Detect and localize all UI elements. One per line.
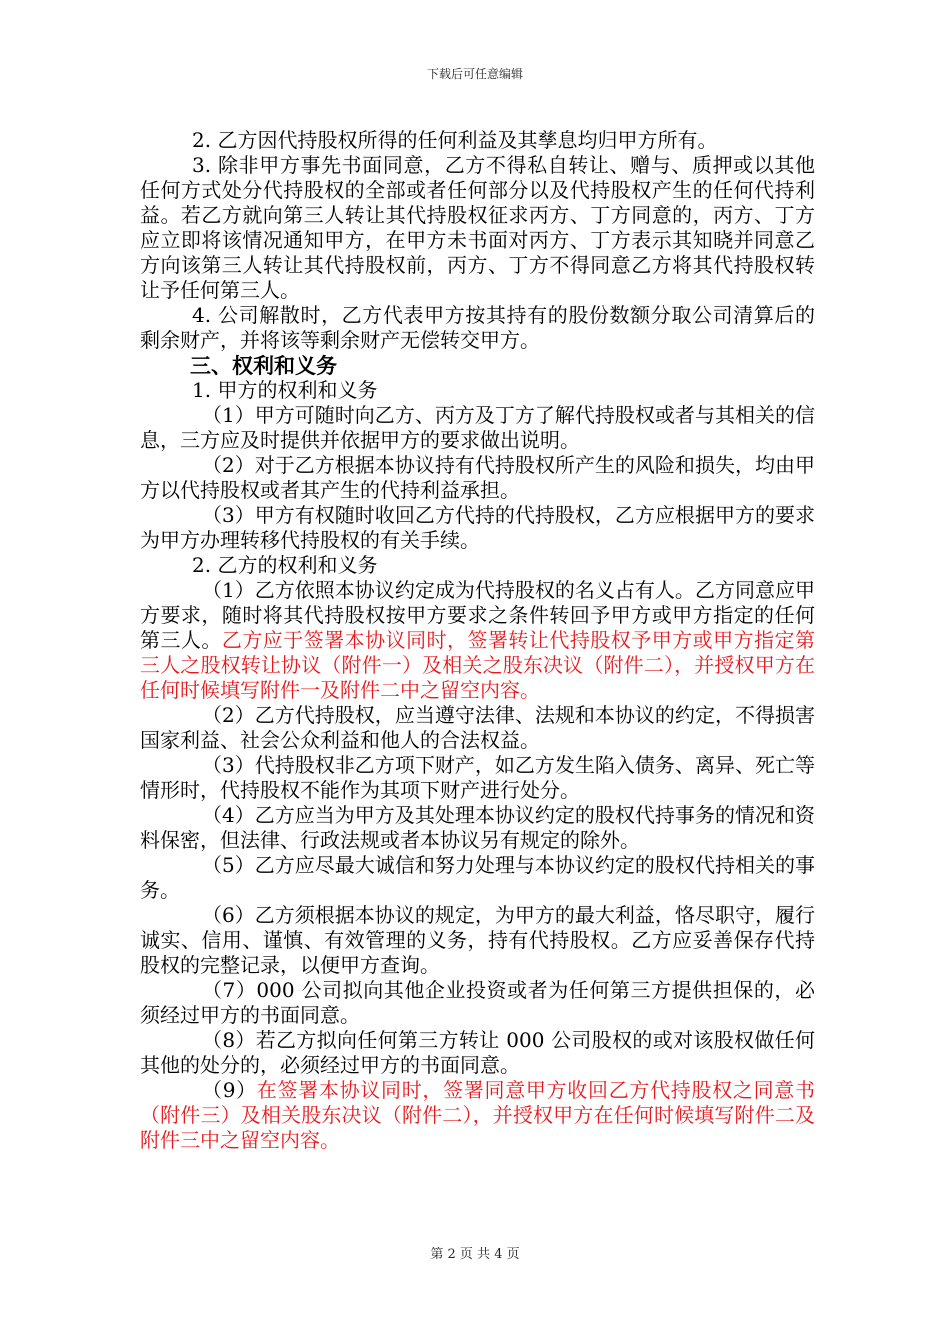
party-b-item-5: （5）乙方应尽最大诚信和努力处理与本协议约定的股权代持相关的事务。 xyxy=(140,853,815,902)
party-b-item-6: （6）乙方须根据本协议的规定，为甲方的最大利益，恪尽职守，履行诚实、信用、谨慎、有效管理的义务，持有代持股权。乙方应妥善保存代持股权的完整记录，以便甲方查询。 xyxy=(140,903,815,977)
party-a-item-2: （2）对于乙方根据本协议持有代持股权所产生的风险和损失，均由甲方以代持股权或者其产生的代持利益承担。 xyxy=(140,453,815,502)
page-header: 下载后可任意编辑 xyxy=(426,67,523,81)
section-heading: 三、权利和义务 xyxy=(190,353,337,378)
party-b-item-9-number: （9） xyxy=(202,1078,257,1102)
clause-2: 2. 乙方因代持股权所得的任何利益及其孳息均归甲方所有。 xyxy=(192,128,718,152)
party-a-item-1: （1）甲方可随时向乙方、丙方及丁方了解代持股权或者与其相关的信息，三方应及时提供并依据甲方的要求做出说明。 xyxy=(140,403,815,452)
party-b-item-2: （2）乙方代持股权，应当遵守法律、法规和本协议的约定，不得损害国家利益、社会公众利益和他人的合法权益。 xyxy=(140,703,815,752)
clause-3: 3. 除非甲方事先书面同意，乙方不得私自转让、赠与、质押或以其他任何方式处分代持股权的全部或者任何部分以及代持股权产生的任何代持利益。若乙方就向第三人转让其代持股权征求丙方、丁方同意的，丙方、丁方应立即将该情况通知甲方，在甲方未书面对丙方、丁方表示其知晓并同意乙方向该第三人转让其代持股权前，丙方、丁方不得同意乙方将其代持股权转让予任何第三人。 xyxy=(140,153,815,302)
party-b-item-9-highlight: 在签署本协议同时，签署同意甲方收回乙方代持股权之同意书（附件三）及相关股东决议（附件二），并授权甲方在任何时候填写附件二及附件三中之留空内容。 xyxy=(140,1078,815,1152)
party-b-item-8: （8）若乙方拟向任何第三方转让 000 公司股权的或对该股权做任何其他的处分的，必须经过甲方的书面同意。 xyxy=(140,1028,815,1077)
party-b-item-1-highlight: 乙方应于签署本协议同时，签署转让代持股权予甲方或甲方指定第三人之股权转让协议（附件一）及相关之股东决议（附件二），并授权甲方在任何时候填写附件一及附件二中之留空内容。 xyxy=(140,628,815,702)
party-b-item-1-text: （1）乙方依照本协议约定成为代持股权的名义占有人。乙方同意应甲方要求，随时将其代持股权按甲方要求之条件转回予甲方或甲方指定的任何第三人。 xyxy=(140,578,815,652)
party-b-item-1 xyxy=(140,578,815,703)
clause-4: 4. 公司解散时，乙方代表甲方按其持有的股份数额分取公司清算后的剩余财产，并将该等剩余财产无偿转交甲方。 xyxy=(140,303,815,352)
subheading-party-b: 2. 乙方的权利和义务 xyxy=(192,553,378,577)
page-footer: 第 2 页 共 4 页 xyxy=(430,1247,520,1262)
party-a-item-3: （3）甲方有权随时收回乙方代持的代持股权，乙方应根据甲方的要求为甲方办理转移代持股权的有关手续。 xyxy=(140,503,815,552)
party-b-item-3: （3）代持股权非乙方项下财产，如乙方发生陷入债务、离异、死亡等情形时，代持股权不能作为其项下财产进行处分。 xyxy=(140,753,815,802)
document-body xyxy=(140,128,815,1153)
party-b-item-4: （4）乙方应当为甲方及其处理本协议约定的股权代持事务的情况和资料保密，但法律、行政法规或者本协议另有规定的除外。 xyxy=(140,803,815,852)
party-b-item-9 xyxy=(140,1078,815,1153)
party-b-item-7: （7）000 公司拟向其他企业投资或者为任何第三方提供担保的，必须经过甲方的书面同意。 xyxy=(140,978,815,1027)
subheading-party-a: 1. 甲方的权利和义务 xyxy=(192,378,378,402)
